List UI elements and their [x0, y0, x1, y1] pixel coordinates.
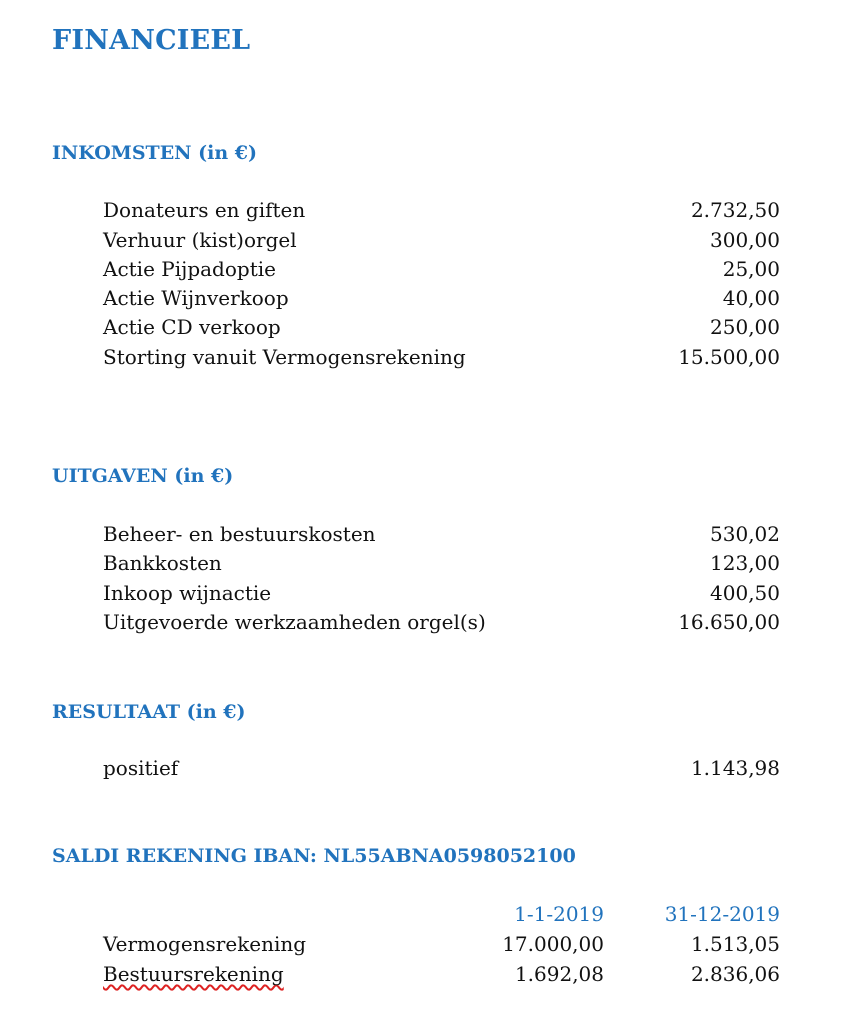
end-balance: 2.836,06: [690, 962, 780, 986]
resultaat-row: [103, 756, 780, 786]
saldi-row: [103, 932, 780, 962]
row-label: Actie CD verkoop: [103, 315, 281, 339]
saldi-column-headers: [103, 902, 780, 932]
row-label: Storting vanuit Vermogensrekening: [103, 345, 466, 369]
inkomsten-heading: INKOMSTEN (in €): [52, 142, 258, 164]
row-label: Bankkosten: [103, 551, 222, 575]
column-header-start: 1-1-2019: [514, 902, 604, 926]
inkomsten-row: [103, 228, 780, 258]
row-value: 2.732,50: [690, 198, 780, 222]
row-value: 15.500,00: [678, 345, 780, 369]
inkomsten-row: [103, 315, 780, 345]
uitgaven-row: [103, 581, 780, 611]
start-balance: 17.000,00: [502, 932, 604, 956]
row-label: Beheer- en bestuurskosten: [103, 522, 376, 546]
row-value: 40,00: [722, 286, 780, 310]
uitgaven-row: [103, 610, 780, 640]
row-label-misspelled: Bestuursrekening: [103, 962, 284, 986]
row-value: 16.650,00: [678, 610, 780, 634]
inkomsten-row: [103, 286, 780, 316]
row-value: 25,00: [722, 257, 780, 281]
saldi-row: [103, 962, 780, 992]
page-title: FINANCIEEL: [52, 25, 251, 56]
row-label: Verhuur (kist)orgel: [103, 228, 297, 252]
row-label: Actie Wijnverkoop: [103, 286, 289, 310]
row-label: positief: [103, 756, 179, 780]
uitgaven-heading: UITGAVEN (in €): [52, 465, 234, 487]
inkomsten-row: [103, 198, 780, 228]
row-label: Inkoop wijnactie: [103, 581, 272, 605]
row-value: 123,00: [710, 551, 780, 575]
row-value: 250,00: [710, 315, 780, 339]
row-label: Uitgevoerde werkzaamheden orgel(s): [103, 610, 486, 634]
inkomsten-row: [103, 345, 780, 375]
start-balance: 1.692,08: [514, 962, 604, 986]
inkomsten-row: [103, 257, 780, 287]
row-label: Vermogensrekening: [103, 932, 307, 956]
row-value: 400,50: [710, 581, 780, 605]
resultaat-heading: RESULTAAT (in €): [52, 701, 246, 723]
row-label: Actie Pijpadoptie: [103, 257, 276, 281]
uitgaven-row: [103, 522, 780, 552]
column-header-end: 31-12-2019: [664, 902, 780, 926]
row-value: 300,00: [710, 228, 780, 252]
row-value: 530,02: [710, 522, 780, 546]
saldi-heading: SALDI REKENING IBAN: NL55ABNA0598052100: [52, 845, 576, 867]
row-label: Donateurs en giften: [103, 198, 306, 222]
row-value: 1.143,98: [690, 756, 780, 780]
uitgaven-row: [103, 551, 780, 581]
end-balance: 1.513,05: [690, 932, 780, 956]
